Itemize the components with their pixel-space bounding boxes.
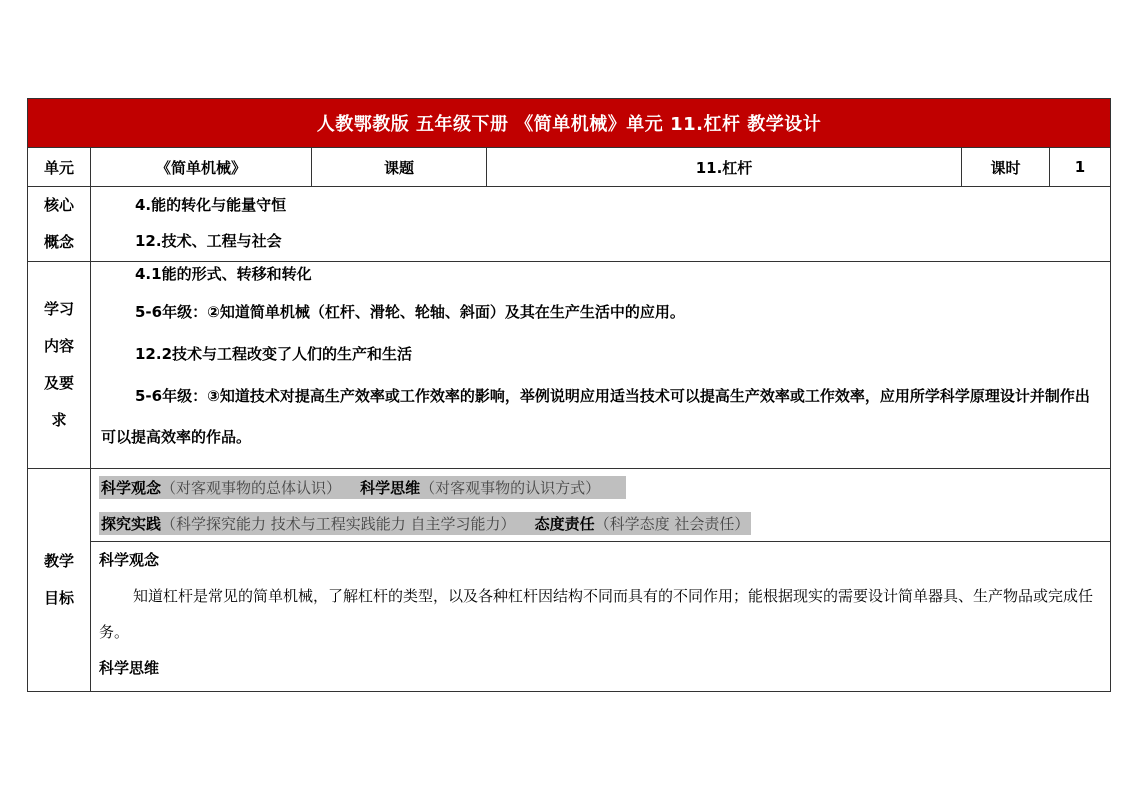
goal-tags (91, 469, 1110, 541)
core-concept-row (28, 186, 1110, 261)
learning-content-label: 学习 内容 及要 求 (43, 300, 74, 429)
learning-content (90, 262, 1110, 468)
topic-label: 课题 (311, 148, 486, 186)
goal-tag: 探究实践（科学探究能力 技术与工程实践能力 自主学习能力） 态度责任（科学态度 社会责任） (99, 512, 751, 535)
goal-section-title: 科学思维 (99, 659, 160, 677)
core-concept-label: 核心 概念 (43, 196, 74, 251)
teaching-goals-content (90, 469, 1110, 691)
core-item: 12.技术、工程与社会 (135, 232, 282, 250)
lesson-plan-table (27, 98, 1111, 692)
goal-tag-line (99, 469, 1102, 505)
header-row (28, 147, 1110, 186)
core-concept-content (90, 187, 1110, 261)
topic-value: 11.杠杆 (486, 148, 961, 186)
goal-tag: 科学观念（对客观事物的总体认识） 科学思维（对客观事物的认识方式） (99, 476, 626, 499)
learning-line: 12.2技术与工程改变了人们的生产和生活 (135, 345, 413, 363)
goals-detail (91, 541, 1110, 686)
goal-section-title: 科学观念 (99, 551, 160, 569)
period-label: 课时 (961, 148, 1049, 186)
learning-line: 5-6年级：②知道简单机械（杠杆、滑轮、轮轴、斜面）及其在生产生活中的应用。 (135, 303, 685, 321)
teaching-goals-label: 教学 目标 (43, 552, 74, 607)
learning-line: 4.1能的形式、转移和转化 (135, 265, 312, 283)
learning-paragraph: 5-6年级：③知道技术对提高生产效率或工作效率的影响，举例说明应用适当技术可以提高生产效率或工作效率，应用所学科学原理设计并制作出可以提高效率的作品。 (101, 387, 1090, 446)
goal-section-text: 知道杠杆是常见的简单机械，了解杠杆的类型，以及各种杠杆因结构不同而具有的不同作用；能根据现实的需要设计简单器具、生产物品或完成任务。 (99, 587, 1094, 641)
goal-tag-line (99, 505, 1102, 541)
unit-label: 单元 (43, 158, 74, 177)
teaching-goals-row (28, 468, 1110, 691)
unit-value: 《简单机械》 (90, 148, 311, 186)
core-item: 4.能的转化与能量守恒 (135, 196, 287, 214)
learning-content-row (28, 261, 1110, 468)
document-title: 人教鄂教版 五年级下册 《简单机械》单元 11.杠杆 教学设计 (28, 99, 1110, 147)
period-value: 1 (1049, 148, 1110, 186)
